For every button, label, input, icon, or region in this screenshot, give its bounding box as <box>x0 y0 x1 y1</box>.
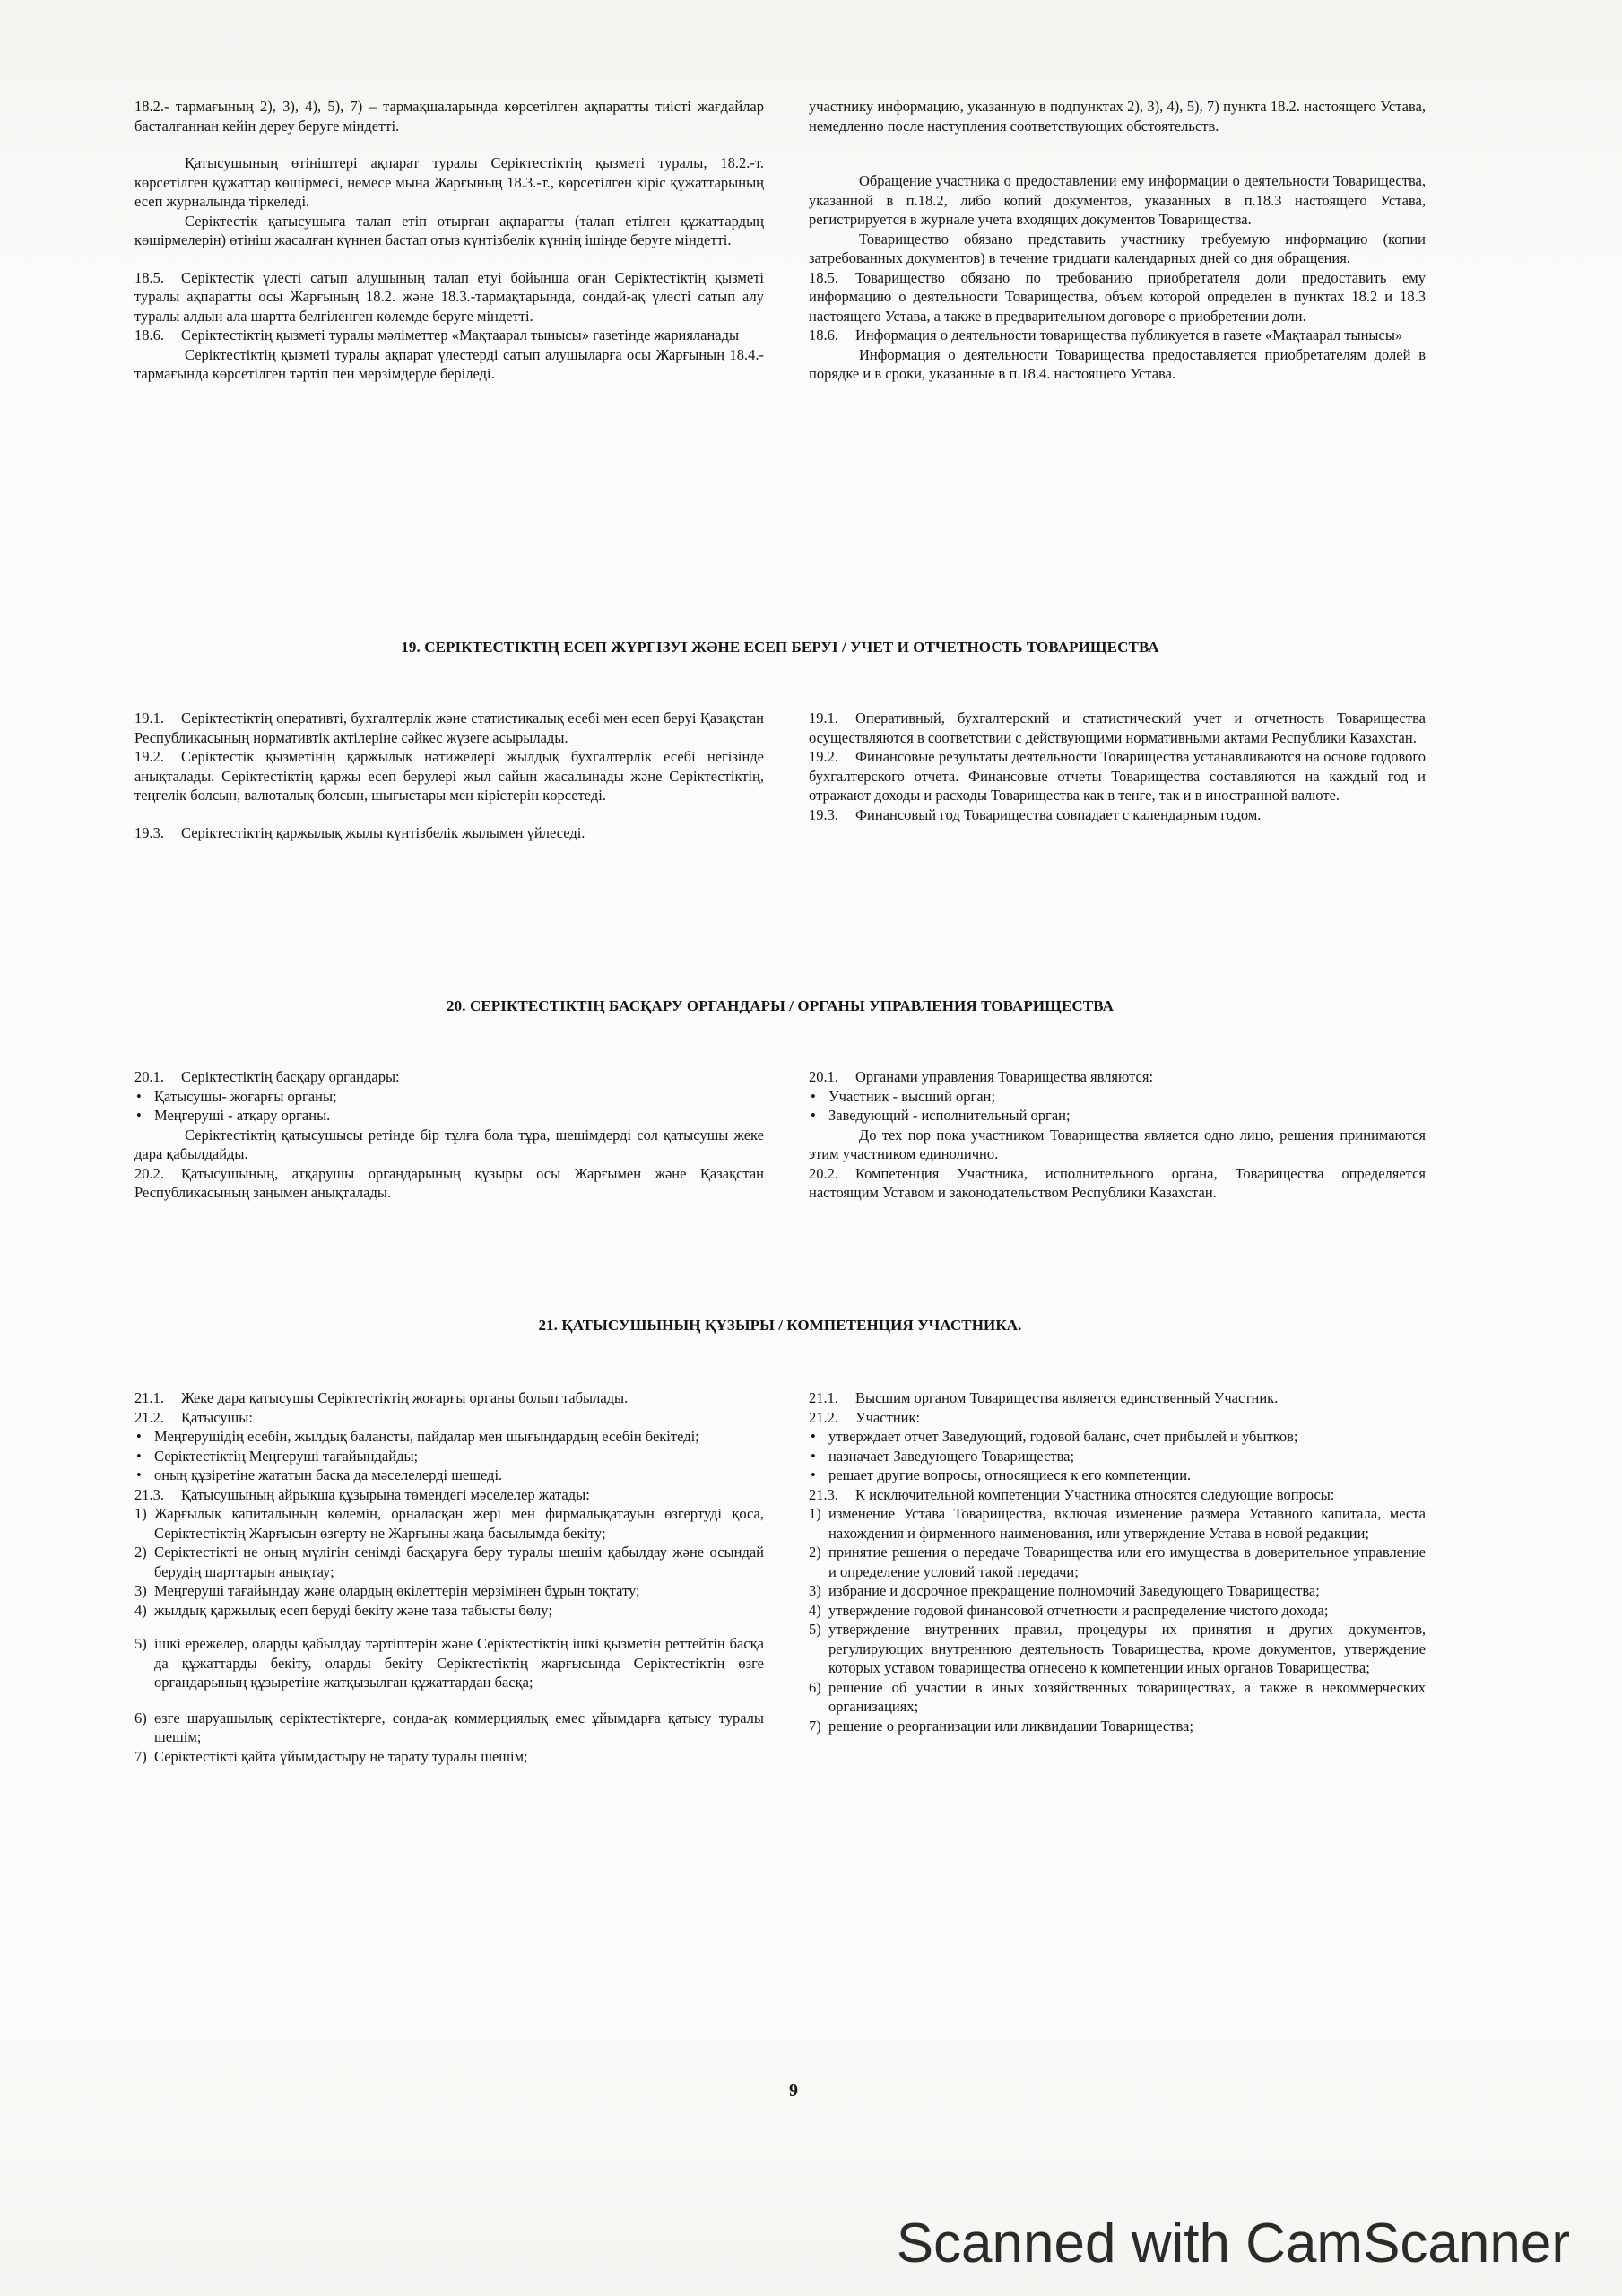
list-item <box>134 1504 764 1543</box>
list-item <box>809 1601 1426 1621</box>
paragraph <box>809 1164 1426 1203</box>
list-item <box>809 1717 1426 1736</box>
item-marker: 3) <box>809 1582 821 1599</box>
item-marker: 1) <box>134 1505 147 1522</box>
section-21-kazakh <box>134 1388 764 1766</box>
paragraph <box>134 823 764 843</box>
paragraph <box>134 1067 764 1087</box>
clause-number: 20.2. <box>134 1164 164 1182</box>
clause-number: 19.3. <box>134 823 164 841</box>
section-18-columns <box>134 97 1426 384</box>
bullet-list <box>809 1427 1426 1485</box>
item-marker: 6) <box>809 1678 821 1696</box>
item-text: Меңгеруші тағайындау және олардың өкілеттерін мерзімінен бұрын тоқтату; <box>154 1582 640 1599</box>
item-marker: 2) <box>809 1544 821 1561</box>
clause-number: 21.3. <box>134 1485 164 1503</box>
clause-text: Серіктестіктің басқару органдары: <box>181 1068 400 1085</box>
item-text: Серіктестікті қайта ұйымдастыру не тарату туралы шешім; <box>154 1747 528 1765</box>
list-item <box>134 1581 764 1601</box>
item-marker: 7) <box>809 1717 821 1735</box>
numbered-list <box>809 1504 1426 1735</box>
list-item: • Меңгеруші - атқару органы. <box>134 1106 764 1126</box>
clause-text: Финансовый год Товарищества совпадает с календарным годом. <box>855 805 1262 823</box>
clause-text: Серіктестік үлесті сатып алушының талап етуі бойынша оған Серіктестіктің қызметі туралы ақпаратты осы Жарғының 18.2. және 18.3.-тармақтарында, сондай-ақ үлесті сатып алу туралы алдын ала шартта белгіленген көлемде беруге міндетті. <box>134 268 764 325</box>
list-item: • Заведующий - исполнительный орган; <box>809 1106 1426 1126</box>
list-item <box>134 1747 764 1767</box>
clause-number: 19.3. <box>809 805 838 823</box>
clause-text: Информация о деятельности товарищества публикуется в газете «Мақтаарал тынысы» <box>855 326 1403 344</box>
clause-text: Органами управления Товарищества являются: <box>855 1068 1154 1085</box>
item-text: решение об участии в иных хозяйственных товариществах, а также в некоммерческих организациях; <box>828 1678 1426 1715</box>
clause-number: 19.2. <box>134 748 164 765</box>
paragraph: До тех пор пока участником Товарищества является одно лицо, решения принимаются этим участником единолично. <box>809 1126 1426 1162</box>
paragraph <box>134 268 764 326</box>
clause-text: Высшим органом Товарищества является единственный Участник. <box>855 1389 1279 1406</box>
clause-number: 19.1. <box>134 709 164 726</box>
item-marker: 7) <box>134 1747 147 1765</box>
clause-number: 18.6. <box>809 326 838 344</box>
section-20-russian <box>809 1067 1426 1203</box>
item-text: өзге шаруашылық серіктестіктерге, сонда-ақ коммерциялық емес ұйымдарға қатысу туралы шешім; <box>154 1709 764 1745</box>
list-item: • решает другие вопросы, относящиеся к его компетенции. <box>809 1465 1426 1485</box>
list-item <box>809 1678 1426 1717</box>
clause-text: Жеке дара қатысушы Серіктестіктің жоғарғы органы болып табылады. <box>181 1389 629 1406</box>
list-item: • назначает Заведующего Товарищества; <box>809 1447 1426 1466</box>
list-item <box>809 1581 1426 1601</box>
clause-number: 19.1. <box>809 709 838 726</box>
section-19-russian <box>809 709 1426 842</box>
item-text: изменение Устава Товарищества, включая изменение размера Уставного капитала, места нахождения и фирменного наименования, или утверждение Устава в новой редакции; <box>828 1505 1426 1542</box>
section-21-columns <box>134 1388 1426 1766</box>
paragraph <box>809 747 1426 805</box>
bullet-list <box>134 1087 764 1126</box>
section-18-kazakh <box>134 97 764 384</box>
paragraph <box>809 268 1426 326</box>
item-text: Серіктестікті не оның мүлігін сенімді басқаруға беру туралы шешім қабылдау және осындай берудің шарттарын анықтау; <box>154 1544 764 1580</box>
list-item <box>809 1620 1426 1678</box>
clause-text: Қатысушының айрықша құзырына төмендегі мәселелер жатады: <box>181 1485 590 1503</box>
paragraph: Информация о деятельности Товарищества предоставляется приобретателям долей в порядке и в сроки, указанные в п.18.4. настоящего Устава. <box>809 345 1426 382</box>
list-item <box>134 1634 764 1692</box>
section-19-columns <box>134 709 1426 842</box>
section-20-heading: 20. СЕРІКТЕСТІКТІҢ БАСҚАРУ ОРГАНДАРЫ / ОРГАНЫ УПРАВЛЕНИЯ ТОВАРИЩЕСТВА <box>447 997 1114 1014</box>
paragraph: Товарищество обязано представить участнику требуемую информацию (копии затребованных документов) в течение тридцати календарных дней со дня обращения. <box>809 230 1426 266</box>
paragraph <box>134 709 764 747</box>
item-marker: 6) <box>134 1709 147 1726</box>
item-text: принятие решения о передаче Товарищества или его имущества в доверительное управление и определение условий такой передачи; <box>828 1544 1426 1580</box>
paragraph <box>809 1485 1426 1505</box>
clause-text: К исключительной компетенции Участника относятся следующие вопросы: <box>855 1485 1335 1503</box>
paragraph: Серіктестіктің қатысушысы ретінде бір тұлға бола тұра, шешімдерді сол қатысушы жеке дара қабылдайды. <box>134 1126 764 1162</box>
section-21-russian <box>809 1388 1426 1766</box>
item-marker: 1) <box>809 1505 821 1522</box>
clause-text: Оперативный, бухгалтерский и статистический учет и отчетность Товарищества осуществляются в соответствии с действующими нормативными актами Республики Казахстан. <box>809 709 1426 746</box>
paragraph: 18.2.- тармағының 2), 3), 4), 5), 7) – тармақшаларында көрсетілген ақпаратты тиісті жағдайлар басталғаннан кейін дереу беруге міндетті. <box>134 98 764 135</box>
clause-text: Қатысушының, атқарушы органдарының құзыры осы Жарғымен және Қазақстан Республикасының заңымен анықталады. <box>134 1164 764 1201</box>
clause-text: Серіктестік қызметінің қаржылық нәтижелері жылдық бухгалтерлік есебі негізінде анықталады. Серіктестіктің қаржы есеп берулері жыл сайын жасалынады және Серіктестіктің, теңгелік болсын, валюталық болсын, шығыстары мен кірістерін көрсетеді. <box>134 748 764 804</box>
clause-text: Товарищество обязано по требованию приобретателя доли предоставить ему информацию о деятельности Товарищества, объем которой определен в пунктах 18.2 и 18.3 настоящего Устава, а также в предварительном договоре о приобретении доли. <box>809 268 1426 325</box>
bullet-list <box>134 1427 764 1485</box>
numbered-list <box>134 1504 764 1766</box>
paragraph <box>134 747 764 805</box>
clause-text: Участник: <box>855 1408 921 1426</box>
list-item: • Участник - высший орган; <box>809 1087 1426 1107</box>
clause-number: 20.1. <box>134 1068 164 1085</box>
clause-number: 21.1. <box>809 1389 838 1406</box>
list-item: • Қатысушы- жоғарғы органы; <box>134 1087 764 1107</box>
paragraph: участнику информацию, указанную в подпунктах 2), 3), 4), 5), 7) пункта 18.2. настоящего Устава, немедленно после наступления соответствующих обстоятельств. <box>809 98 1426 135</box>
item-marker: 2) <box>134 1544 147 1561</box>
clause-text: Серіктестіктің оперативті, бухгалтерлік және статистикалық есебі мен есеп беруі Қазақстан Республикасының нормативтік актілеріне сәйкес жүзеге асырылады. <box>134 709 764 746</box>
camscanner-watermark: Scanned with CamScanner <box>896 2213 1570 2274</box>
clause-text: Компетенция Участника, исполнительного органа, Товарищества определяется настоящим Уставом и законодательством Республики Казахстан. <box>809 1164 1426 1201</box>
item-marker: 3) <box>134 1582 147 1599</box>
paragraph <box>134 1408 764 1428</box>
list-item: • Серіктестіктің Меңгеруші тағайындайды; <box>134 1447 764 1466</box>
clause-number: 18.6. <box>134 326 164 344</box>
clause-text: Финансовые результаты деятельности Товарищества устанавливаются на основе годового бухгалтерского отчета. Финансовые отчеты Товарищества составляются на каждый год и отражают доходы и расходы Товарищества как в тенге, так и в иностранной валюте. <box>809 748 1426 804</box>
section-19-heading: 19. СЕРІКТЕСТІКТІҢ ЕСЕП ЖҮРГІЗУІ ЖӘНЕ ЕСЕП БЕРУІ / УЧЕТ И ОТЧЕТНОСТЬ ТОВАРИЩЕСТВА <box>401 639 1159 656</box>
clause-number: 18.5. <box>134 268 164 286</box>
paragraph <box>134 1388 764 1408</box>
bullet-list <box>809 1087 1426 1126</box>
item-text: решение о реорганизации или ликвидации Товарищества; <box>828 1717 1193 1735</box>
clause-number: 21.1. <box>134 1389 164 1406</box>
paragraph: Серіктестіктің қызметі туралы ақпарат үлестерді сатып алушыларға осы Жарғының 18.4.-тармағында көрсетілген тәртіп пен мерзімдерде беріледі. <box>134 345 764 382</box>
paragraph <box>134 1164 764 1203</box>
paragraph <box>809 1067 1426 1087</box>
clause-number: 18.5. <box>809 268 838 286</box>
clause-number: 21.2. <box>134 1408 164 1426</box>
paragraph: Қатысушының өтініштері ақпарат туралы Серіктестіктің қызметі туралы, 18.2.-т. көрсетілген құжаттар көшірмесі, немесе мына Жарғының 18.3.-т., көрсетілген кіріс құжаттарының есеп журналында тіркеледі. <box>134 154 764 210</box>
paragraph <box>809 805 1426 825</box>
list-item: • утверждает отчет Заведующий, годовой баланс, счет прибылей и убытков; <box>809 1427 1426 1447</box>
list-item <box>809 1504 1426 1543</box>
clause-text: Серіктестіктің қаржылық жылы күнтізбелік жылымен үйлеседі. <box>181 823 585 841</box>
clause-number: 21.3. <box>809 1485 838 1503</box>
clause-number: 20.1. <box>809 1068 838 1085</box>
page-number: 9 <box>789 2081 798 2100</box>
paragraph <box>809 709 1426 747</box>
item-marker: 4) <box>809 1601 821 1619</box>
clause-number: 20.2. <box>809 1164 838 1182</box>
list-item <box>134 1543 764 1581</box>
item-marker: 5) <box>134 1635 147 1652</box>
list-item <box>134 1601 764 1621</box>
item-text: жылдық қаржылық есеп беруді бекіту және таза табысты бөлу; <box>154 1601 552 1619</box>
paragraph: Серіктестік қатысушыға талап етіп отырған ақпаратты (талап етілген құжаттардың көшірмелерін) өтініш жасалған күннен бастап отыз күнтізбелік күннің ішінде беруге міндетті. <box>134 212 764 248</box>
section-18-russian <box>809 97 1426 384</box>
item-text: избрание и досрочное прекращение полномочий Заведующего Товарищества; <box>828 1582 1320 1599</box>
list-item: • оның құзіретіне жататын басқа да мәселелерді шешеді. <box>134 1465 764 1485</box>
item-marker: 4) <box>134 1601 147 1619</box>
list-item <box>134 1709 764 1747</box>
item-text: утверждение внутренних правил, процедуры их принятия и других документов, регулирующих внутреннюю деятельность Товарищества, кроме документов, утверждение которых уставом товарищества отнесено к компетенции иных органов Товарищества; <box>828 1621 1426 1676</box>
item-text: Жарғылық капиталының көлемін, орналасқан жері мен фирмалықатауын өзгертуді қоса, Серіктестіктің Жарғысын өзгерту не Жарғыны жаңа басылымда бекіту; <box>154 1505 764 1542</box>
paragraph <box>809 1408 1426 1428</box>
clause-number: 19.2. <box>809 748 838 765</box>
section-21-heading: 21. ҚАТЫСУШЫНЫҢ ҚҰЗЫРЫ / КОМПЕТЕНЦИЯ УЧАСТНИКА. <box>538 1317 1022 1334</box>
paragraph: Обращение участника о предоставлении ему информации о деятельности Товарищества, указанной в п.18.2, либо копий документов, указанных в п.18.3 настоящего Устава, регистрируется в журнале учета входящих документов Товарищества. <box>809 172 1426 228</box>
paragraph <box>134 1485 764 1505</box>
item-text: утверждение годовой финансовой отчетности и распределение чистого дохода; <box>828 1601 1329 1619</box>
paragraph <box>134 326 764 345</box>
item-marker: 5) <box>809 1621 821 1638</box>
section-19-kazakh <box>134 709 764 842</box>
clause-number: 21.2. <box>809 1408 838 1426</box>
item-text: ішкі ережелер, оларды қабылдау тәртіптерін және Серіктестіктің ішкі қызметін реттейтін басқа да құжаттарды бекіту, оларды бекіту Серіктестіктің жарғысында Серіктестіктің өзге органдарының құзыретіне жатқызылған құжаттардан басқа; <box>154 1635 764 1691</box>
list-item <box>809 1543 1426 1581</box>
section-20-kazakh <box>134 1067 764 1203</box>
paragraph <box>809 326 1426 345</box>
clause-text: Қатысушы: <box>181 1408 253 1426</box>
list-item: • Меңгерушідің есебін, жылдық балансты, пайдалар мен шығындардың есебін бекітеді; <box>134 1427 764 1447</box>
section-20-columns <box>134 1067 1426 1203</box>
clause-text: Серіктестіктің қызметі туралы мәліметтер «Мақтаарал тынысы» газетінде жарияланады <box>181 326 740 344</box>
paragraph <box>809 1388 1426 1408</box>
